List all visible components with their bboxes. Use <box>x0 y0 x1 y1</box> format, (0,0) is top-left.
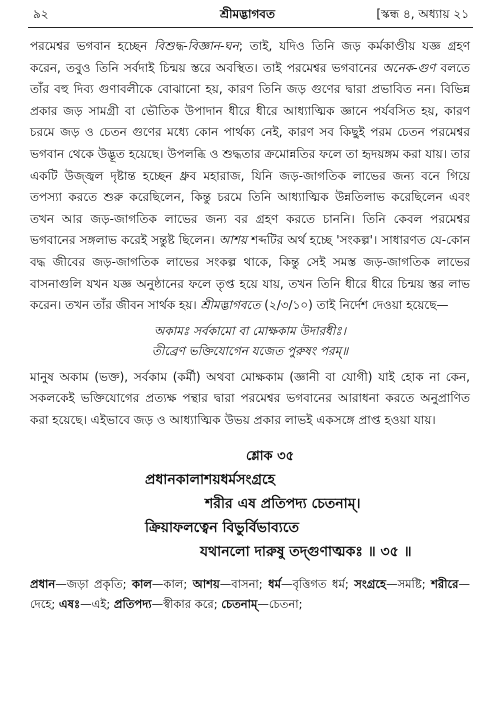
verse-line-2: শরীর এষ প্রতিপদ্য চেতনাম্। <box>205 495 361 512</box>
word-meaning: —জড়া প্রকৃতি; <box>55 576 132 591</box>
running-title: শ্রীমদ্ভাগবত <box>219 7 275 21</box>
purport-paragraph-2: মানুষ অকাম (ভক্ত), সর্বকাম (কর্মী) অথবা মোক্ষকাম (জ্ঞানী বা যোগী) যাই হোক না কেন, সকলকেই ভক্তিযোগের প্রত্যক্ষ পন্থার দ্বারা পরমেশ্বর ভগবানের আরাধনা করতে অনুপ্রাণিত করা হয়েছে। এইভাবে জড় ও আধ্যাত্মিক উভয় প্রকার লাভই একসঙ্গে প্রাপ্ত হওয়া যায়। <box>30 369 470 427</box>
sanskrit-word: প্রধান <box>30 576 56 591</box>
text-run: বলতে তাঁর বহু দিব্য গুণাবলীকে বোঝানো হয়, কারণ তিনি জড় গুণের দ্বারা প্রভাবিত নন। বিভিন্ন প্রকার জড় সামগ্রী বা ভৌতিক উপাদান ধীরে ধীরে আধ্যাত্মিক জ্ঞানে পর্যবসিত হয়, কারণ চরমে জড় ও চেতন গুণের মধ্যে কোন পার্থক্য নেই, কারণ সব কিছুই পরম চেতন পরমেশ্বর ভগবান থেকে উদ্ভূত হয়েছে। উপলব্ধি ও শুদ্ধতার ক্রমোন্নতির ফলে তা হৃদয়ঙ্গম করা যায়। তার একটি উজ্জ্বল দৃষ্টান্ত হচ্ছেন ধ্রুব মহারাজ, যিনি জড়-জাগতিক লাভের জন্য বনে গিয়ে তপস্যা করতে শুরু করেছিলেন, কিন্তু চরমে তিনি আধ্যাত্মিক উন্নতিলাভ করেছিলেন এবং তখন আর জড়-জাগতিক লাভের জন্য বর গ্রহণ করতে চাননি। তিনি কেবল পরমেশ্বর ভগবানের সঙ্গলাভ করেই সন্তুষ্ট ছিলেন। <box>30 60 470 248</box>
page-number: ৯২ <box>33 7 49 21</box>
quote-line-1: অকামঃ সর্বকামো বা মোক্ষকাম উদারধীঃ। <box>153 323 347 338</box>
italic-term: অনেক-গুণ <box>382 60 436 75</box>
word-meaning: —এই; <box>80 596 114 611</box>
word-meaning: —কাল; <box>151 576 193 591</box>
word-meaning: —দেহে; <box>30 576 470 611</box>
sanskrit-word: আশয় <box>192 576 220 591</box>
verse-line-1: প্রধানকালাশয়ধর্মসংগ্রহে <box>145 471 275 488</box>
section-reference: [স্কন্ধ ৪, অধ্যায় ২১ <box>376 7 469 21</box>
sanskrit-word: এষঃ <box>58 596 81 611</box>
sanskrit-quote <box>30 321 470 361</box>
verse-line-3: ক্রিয়াফলত্বেন বিভুর্বিভাব্যতে <box>145 519 299 536</box>
header-rule <box>28 27 473 28</box>
italic-term: শ্রীমদ্ভাগবতে <box>200 298 261 313</box>
word-meanings <box>30 574 470 614</box>
sanskrit-word: কাল <box>131 576 152 591</box>
verse-block <box>30 446 470 564</box>
word-meaning: —বৃত্তিগত ধর্ম; <box>280 576 355 591</box>
sanskrit-word: প্রতিপদ্য <box>113 596 152 611</box>
text-run: পরমেশ্বর ভগবান হচ্ছেন <box>30 39 155 53</box>
verse-heading: শ্লোক ৩৫ <box>245 448 295 464</box>
purport-paragraph-1 <box>30 36 470 317</box>
word-meaning: —চেতনা; <box>257 596 303 611</box>
quote-line-2: তীব্রেণ ভক্তিযোগেন যজেত পুরুষং পরম্॥ <box>151 343 349 358</box>
word-meaning: —বাসনা; <box>219 576 269 591</box>
page-header <box>0 6 495 26</box>
sanskrit-word: শরীরে <box>431 576 459 591</box>
word-meaning: —স্বীকার করে; <box>151 596 222 611</box>
word-meaning: —সমষ্টি; <box>386 576 432 591</box>
sanskrit-word: চেতনাম্ <box>221 596 258 611</box>
text-run: শব্দটির অর্থ হচ্ছে 'সংকল্প'। সাধারণত যে-কোন বদ্ধ জীবের জড়-জাগতিক লাভের সংকল্প থাকে, কিন্তু সেই সমস্ত জড়-জাগতিক লাভের বাসনাগুলি যখন যজ্ঞ অনুষ্ঠানের ফলে তৃপ্ত হয়ে যায়, তখন তিনি ধীরে ধীরে চিন্ময় স্তর লাভ করেন। তখন তাঁর জীবন সার্থক হয়। <box>30 233 470 313</box>
sanskrit-word: ধর্ম <box>268 576 281 591</box>
text-run: ; তাই, যদিও তিনি জড় কর্মকাণ্ডীয় যজ্ঞ গ্রহণ করেন, তবুও তিনি সর্বদাই চিন্ময় স্তরে অবস্থিত। তাই পরমেশ্বর ভগবানের <box>30 39 470 75</box>
text-run: (২/৩/১০) তাই নির্দেশ দেওয়া হয়েছে— <box>260 298 449 313</box>
sanskrit-word: সংগ্রহে <box>354 576 387 591</box>
verse-line-4: যথানলো দারুষু তদ্গুণাত্মকঃ ॥ ৩৫ ॥ <box>200 543 412 560</box>
italic-term: আশয় <box>218 233 248 248</box>
italic-term: বিশুদ্ধ-বিজ্ঞান-ঘন <box>154 39 239 53</box>
page-body <box>30 36 470 614</box>
